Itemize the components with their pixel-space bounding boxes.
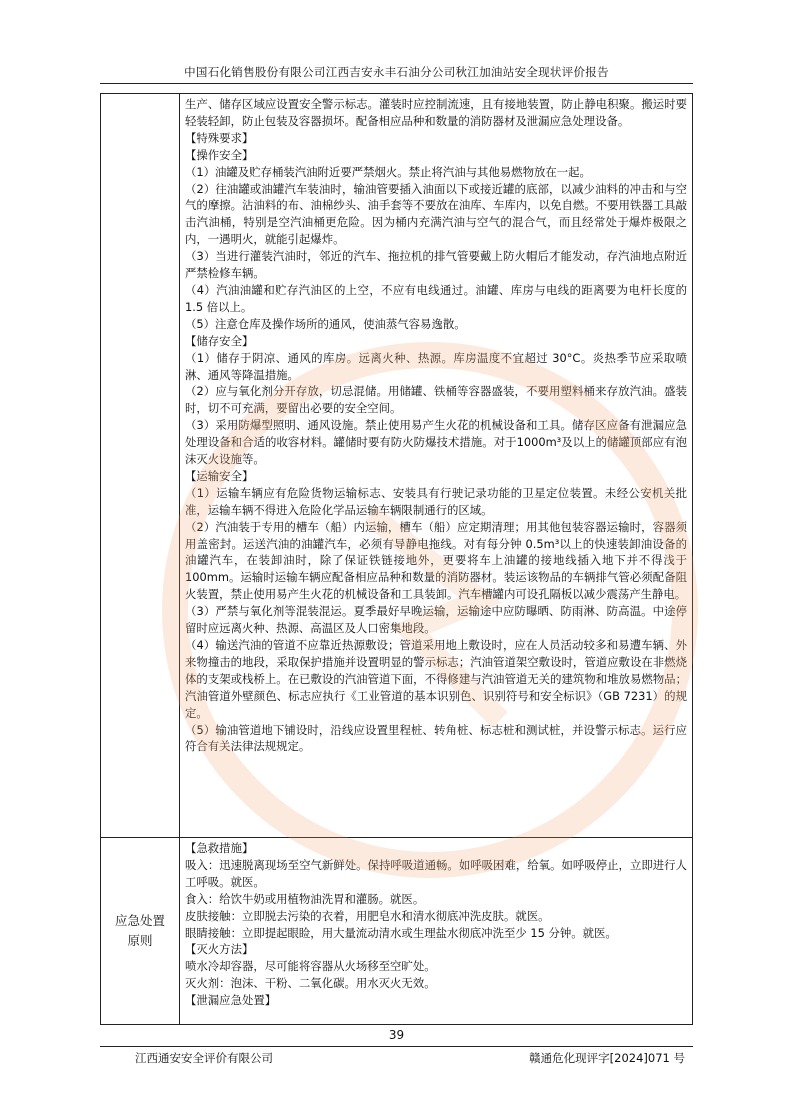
table-row	[101, 94, 693, 838]
paragraph: 【储存安全】	[185, 333, 254, 348]
content-table	[100, 93, 693, 1025]
content-block-emergency	[180, 838, 692, 1009]
row-content-cell	[180, 838, 693, 1025]
page-header: 中国石化销售股份有限公司江西吉安永丰石油分公司秋江加油站安全现状评价报告	[184, 65, 609, 79]
footer-company: 江西通安安全评价有限公司	[135, 1051, 273, 1065]
paragraph: （5）注意仓库及操作场所的通风，使油蒸气容易逸散。	[185, 316, 466, 331]
content-block-handling	[180, 94, 692, 755]
paragraph: （3）当进行灌装汽油时，邻近的汽车、拖拉机的排气管要戴上防火帽后才能发动，存汽油地点附近严禁检修车辆。	[185, 249, 687, 281]
paragraph: （2）往油罐或油罐汽车装油时，输油管要插入油面以下或接近罐的底部，以减少油料的冲击和与空气的摩擦。沾油料的布、油棉纱头、油手套等不要放在油库、车库内，以免自燃。不要用铁器工具敲击汽油桶，特别是空汽油桶更危险。因为桶内充满汽油与空气的混合气，而且经常处于爆炸极限之内，一遇明火，就能引起爆炸。	[185, 181, 687, 247]
paragraph: （1）储存于阴凉、通风的库房。远离火种、热源。库房温度不宜超过 30°C。炎热季节应采取喷淋、通风等降温措施。	[185, 350, 687, 382]
paragraph: 【操作安全】	[185, 147, 254, 162]
paragraph: （1）油罐及贮存桶装汽油附近要严禁烟火。禁止将汽油与其他易燃物放在一起。	[185, 164, 591, 179]
row-label-empty	[101, 94, 180, 838]
paragraph: （3）采用防爆型照明、通风设施。禁止使用易产生火花的机械设备和工具。储存区应备有泄漏应急处理设备和合适的收容材料。罐储时要有防火防爆技术措施。对于1000m³及以上的储罐顶部应有泡沫灭火设施等。	[185, 418, 687, 467]
paragraph: 【泄漏应急处置】	[185, 993, 277, 1008]
paragraph: 【特殊要求】	[185, 130, 254, 145]
paragraph: （4）汽油油罐和贮存汽油区的上空，不应有电线通过。油罐、库房与电线的距离要为电杆长度的 1.5 倍以上。	[185, 282, 687, 314]
label-line: 应急处置	[114, 913, 165, 928]
footer-report-number: 赣通危化现评字[2024]071 号	[529, 1051, 685, 1065]
paragraph: （2）汽油装于专用的槽车（船）内运输，槽车（船）应定期清理；用其他包装容器运输时，容器须用盖密封。运送汽油的油罐汽车，必须有导静电拖线。对有每分钟 0.5m³以上的快速装卸油设备的油罐汽车，在装卸油时，除了保证铁链接地外，更要将车上油罐的接地线插入地下并不得浅于 100mm。运输时运输车辆应配备相应品种和数量的消防器材。装运该物品的车辆排气管必须配备阻火装置，禁止使用易产生火花的机械设备和工具装卸。汽车槽罐内可设孔隔板以减少震荡产生静电。	[185, 519, 687, 602]
paragraph: （4）输送汽油的管道不应靠近热源敷设；管道采用地上敷设时，应在人员活动较多和易遭车辆、外来物撞击的地段，采取保护措施并设置明显的警示标志；汽油管道架空敷设时，管道应敷设在非燃烧体的支架或栈桥上。在已敷设的汽油管道下面，不得修建与汽油管道无关的建筑物和堆放易燃物品；汽油管道外壁颜色、标志应执行《工业管道的基本识别色、识别符号和安全标识》（GB 7231）的规定。	[185, 638, 687, 720]
paragraph: 生产、储存区域应设置安全警示标志。灌装时应控制流速，且有接地装置，防止静电积聚。搬运时要轻装轻卸，防止包装及容器损坏。配备相应品种和数量的消防器材及泄漏应急处理设备。	[185, 97, 687, 128]
footer-rule	[100, 1046, 693, 1047]
paragraph: 【灭火方法】	[185, 942, 254, 957]
paragraph: （1）运输车辆应有危险货物运输标志、安装具有行驶记录功能的卫星定位装置。未经公安机关批准，运输车辆不得进入危险化学品运输车辆限制通行的区域。	[185, 485, 687, 517]
label-line: 原则	[127, 933, 153, 948]
paragraph: 【运输安全】	[185, 468, 254, 483]
page-number: 39	[388, 1028, 405, 1042]
paragraph: 食入：给饮牛奶或用植物油洗胃和灌肠。就医。	[185, 891, 425, 906]
header-rule	[100, 83, 693, 84]
paragraph: 【急救措施】	[185, 841, 254, 855]
paragraph: （5）输油管道地下铺设时，沿线应设置里程桩、转角桩、标志桩和测试桩，并设警示标志。运行应符合有关法律法规规定。	[185, 722, 687, 754]
row-label-emergency	[101, 838, 180, 1025]
paragraph: 皮肤接触：立即脱去污染的衣着，用肥皂水和清水彻底冲洗皮肤。就医。	[185, 908, 550, 923]
paragraph: （3）严禁与氧化剂等混装混运。夏季最好早晚运输，运输途中应防曝晒、防雨淋、防高温。中途停留时应远离火种、热源、高温区及人口密集地段。	[185, 604, 687, 636]
table-row	[101, 838, 693, 1025]
paragraph: 喷水冷却容器，尽可能将容器从火场移至空旷处。	[185, 959, 436, 974]
paragraph: （2）应与氧化剂分开存放，切忌混储。用储罐、铁桶等容器盛装，不要用塑料桶来存放汽油。盛装时，切不可充满，要留出必要的安全空间。	[185, 384, 687, 416]
paragraph: 灭火剂：泡沫、干粉、二氧化碳。用水灭火无效。	[185, 976, 436, 991]
paragraph: 吸入：迅速脱离现场至空气新鲜处。保持呼吸道通畅。如呼吸困难，给氧。如呼吸停止，立即进行人工呼吸。就医。	[185, 857, 687, 889]
paragraph: 眼睛接触：立即提起眼睑，用大量流动清水或生理盐水彻底冲洗至少 15 分钟。就医。	[185, 925, 617, 940]
row-content-cell	[180, 94, 693, 838]
